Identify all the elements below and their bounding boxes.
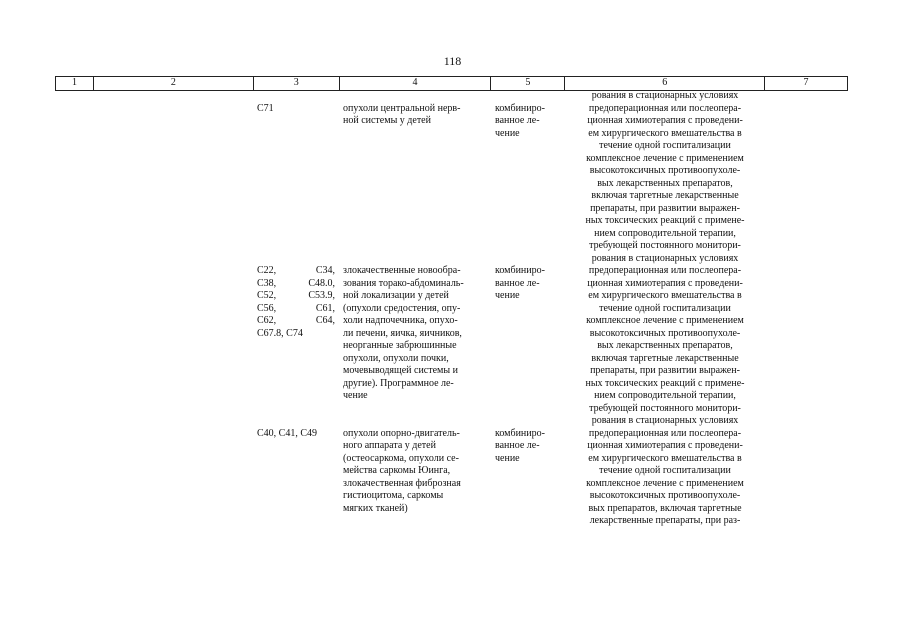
code: C34, — [315, 265, 335, 276]
description-line: ли печени, яичка, яичников, — [343, 327, 462, 339]
medical-care-table — [55, 76, 848, 528]
method-line: предоперационная или послеопера- — [588, 102, 742, 114]
treatment-method — [565, 428, 765, 528]
header-col-3: 3 — [254, 77, 340, 90]
treatment-type — [491, 265, 565, 428]
treatment-line: чение — [495, 290, 520, 301]
method-line: включая таргетные лекарственные — [591, 190, 739, 201]
method-line: предоперационная или послеопера- — [588, 265, 742, 276]
code: C38, — [257, 277, 277, 289]
description-line: (опухоли средостения, опу- — [343, 302, 461, 314]
method-line: высокотоксичных противоопухоле- — [589, 490, 741, 501]
description-line: опухоли, опухоли почки, — [343, 352, 449, 364]
method-line: рования в стационарных условиях — [591, 415, 739, 426]
method-line: ем хирургического вмешательства в — [588, 290, 742, 301]
icd-codes — [253, 103, 339, 266]
treatment-line: ванное ле- — [495, 277, 540, 289]
description-line: опухоли опорно-двигатель- — [343, 427, 460, 439]
method-line: лекарственные препараты, при раз- — [589, 515, 741, 526]
description-line: опухоли центральной нерв- — [343, 102, 461, 114]
method-line: ем хирургического вмешательства в — [588, 452, 742, 464]
method-line: вых лекарственных препаратов, — [597, 340, 733, 351]
treatment-line: чение — [495, 127, 520, 139]
diagnosis-description — [339, 103, 491, 266]
code: C53.9, — [308, 290, 335, 301]
method-line: нием сопроводительной терапии, — [594, 227, 736, 239]
description-line: злокачественная фиброзная — [343, 477, 461, 489]
code: C56, — [257, 302, 277, 314]
table-row — [55, 265, 848, 428]
treatment-type — [491, 428, 565, 528]
method-line: течение одной госпитализации — [599, 465, 731, 476]
header-col-5: 5 — [491, 77, 565, 90]
table-row — [55, 428, 848, 528]
code: C52, — [257, 290, 277, 301]
code: C64, — [315, 315, 335, 326]
method-line: комплексное лечение с применением — [586, 315, 744, 326]
method-line: включая таргетные лекарственные — [591, 352, 739, 364]
description-line: ной системы у детей — [343, 115, 431, 126]
method-line: ционная химиотерапия с проведени- — [587, 440, 743, 451]
icd-codes — [253, 265, 339, 428]
method-line: предоперационная или послеопера- — [588, 427, 742, 439]
table-header-row — [55, 76, 848, 91]
table-row — [55, 103, 848, 266]
description-line: мейства саркомы Юинга, — [343, 465, 451, 476]
treatment-line: комбиниро- — [495, 102, 545, 114]
description-line: ного аппарата у детей — [343, 440, 436, 451]
continuation-row — [55, 90, 848, 103]
header-col-1: 1 — [56, 77, 94, 90]
treatment-line: ванное ле- — [495, 115, 540, 126]
page-number: 118 — [443, 54, 462, 68]
code: C61, — [315, 302, 335, 314]
method-line: требующей постоянного монитори- — [589, 402, 741, 414]
description-line: гистиоцитома, саркомы — [343, 490, 444, 501]
method-line: высокотоксичных противоопухоле- — [589, 165, 741, 176]
method-line: ных токсических реакций с примене- — [585, 377, 745, 389]
treatment-type — [491, 103, 565, 266]
description-line: чение — [343, 390, 368, 401]
code: C67.8, C74 — [257, 327, 303, 339]
treatment-method — [565, 103, 765, 266]
method-line: препараты, при развитии выражен- — [590, 365, 740, 376]
header-col-7: 7 — [765, 77, 848, 90]
header-col-4: 4 — [340, 77, 492, 90]
description-line: злокачественные новообра- — [343, 265, 461, 276]
continuation-line: рования в стационарных условиях — [591, 90, 739, 101]
description-line: холи надпочечника, опухо- — [343, 315, 458, 326]
treatment-line: комбиниро- — [495, 427, 545, 439]
treatment-line: комбиниро- — [495, 265, 545, 276]
method-line: высокотоксичных противоопухоле- — [589, 327, 741, 339]
method-line: течение одной госпитализации — [599, 302, 731, 314]
diagnosis-description — [339, 265, 491, 428]
description-line: неорганные забрюшинные — [343, 340, 457, 351]
description-line: мочевыводящей системы и — [343, 365, 458, 376]
description-line: зования торако-абдоминаль- — [343, 277, 464, 289]
method-line: ных токсических реакций с примене- — [585, 215, 745, 226]
treatment-line: ванное ле- — [495, 440, 540, 451]
method-line: комплексное лечение с применением — [586, 477, 744, 489]
code: C62, — [257, 315, 277, 326]
codes-line: C40, C41, C49 — [257, 427, 318, 439]
treatment-line: чение — [495, 452, 520, 464]
codes-line: C71 — [257, 102, 274, 114]
code: C22, — [257, 265, 277, 276]
header-col-6: 6 — [565, 77, 765, 90]
description-line: ной локализации у детей — [343, 290, 449, 301]
method-line: комплексное лечение с применением — [586, 152, 744, 164]
method-line: ем хирургического вмешательства в — [588, 127, 742, 139]
method-line: ционная химиотерапия с проведени- — [587, 115, 743, 126]
code: C48.0, — [308, 277, 335, 289]
icd-codes — [253, 428, 339, 528]
description-line: другие). Программное ле- — [343, 377, 454, 389]
method-line: вых препаратов, включая таргетные — [588, 502, 742, 514]
treatment-method — [565, 265, 765, 428]
method-line: течение одной госпитализации — [599, 140, 731, 151]
diagnosis-description — [339, 428, 491, 528]
method-line: нием сопроводительной терапии, — [594, 390, 736, 401]
header-col-2: 2 — [94, 77, 254, 90]
method-line: препараты, при развитии выражен- — [590, 202, 740, 214]
method-line: требующей постоянного монитори- — [589, 240, 741, 251]
method-line: вых лекарственных препаратов, — [597, 177, 733, 189]
continuation-text — [565, 90, 765, 103]
method-line: рования в стационарных условиях — [591, 252, 739, 264]
description-line: мягких тканей) — [343, 502, 408, 514]
description-line: (остеосаркома, опухоли се- — [343, 452, 459, 464]
method-line: ционная химиотерапия с проведени- — [587, 277, 743, 289]
